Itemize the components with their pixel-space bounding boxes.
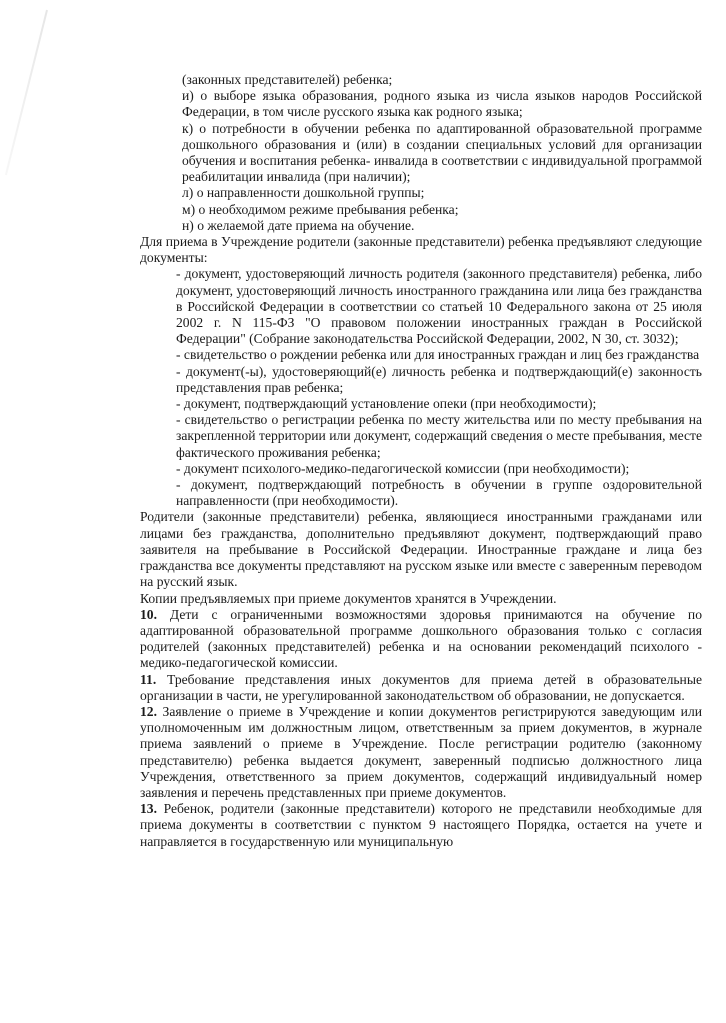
paragraph: к) о потребности в обучении ребенка по адаптированной образовательной программе дошкольного образования и (или) в создании специальных условий для организации обучения и воспитания ребенка- инвалида в соответствии с индивидуальной программой реабилитации инвалида (при наличии); <box>182 120 702 185</box>
clause-10 <box>140 607 702 672</box>
paragraph: л) о направленности дошкольной группы; <box>182 185 425 201</box>
clause-text: Дети с ограниченными возможностями здоровья принимаются на обучение по адаптированной образовательной программе дошкольного образования только с согласия родителей (законных представителей) ребенка и на основании рекомендаций психолого - медико-педагогической комиссии. <box>140 606 702 671</box>
clause-text: Ребенок, родители (законные представители) которого не представили необходимые для приема документы в соответствии с пунктом 9 настоящего Порядка, остается на учете и направляется в государственную или муниципальную <box>140 801 702 849</box>
list-item: - документ, удостоверяющий личность родителя (законного представителя) ребенка, либо документ, удостоверяющий личность иностранного гражданина или лица без гражданства в Российской Федерации в соответствии со статьей 10 Федерального закона от 25 июля 2002 г. N 115-ФЗ "О правовом положении иностранных граждан в Российской Федерации" (Собрание законодательства Российской Федерации, 2002, N 30, ст. 3032); <box>176 266 702 347</box>
list-item: - документ психолого-медико-педагогической комиссии (при необходимости); <box>176 460 630 476</box>
paragraph: м) о необходимом режиме пребывания ребенка; <box>182 201 459 217</box>
clause-11 <box>140 672 702 704</box>
clause-13 <box>140 801 702 850</box>
document-body <box>140 72 702 850</box>
list-item: - документ, подтверждающий потребность в обучении в группе оздоровительной направленности (при необходимости). <box>176 477 702 509</box>
clause-12 <box>140 704 702 801</box>
copies-paragraph: Копии предъявляемых при приеме документов хранятся в Учреждении. <box>140 590 557 606</box>
list-item: - документ, подтверждающий установление опеки (при необходимости); <box>176 396 597 412</box>
list-item: - свидетельство о рождении ребенка или для иностранных граждан и лиц без гражданства <box>176 347 700 363</box>
list-item: - документ(-ы), удостоверяющий(е) личность ребенка и подтверждающий(е) законность представления прав ребенка; <box>176 363 702 395</box>
docs-list <box>140 266 702 509</box>
clause-number: 10. <box>140 606 157 622</box>
paragraph: (законных представителей) ребенка; <box>182 72 393 87</box>
docs-intro: Для приема в Учреждение родители (законные представители) ребенка предъявляют следующие документы: <box>140 234 702 266</box>
clause-text: Требование представления иных документов для приема детей в образовательные организации в части, не урегулированной законодательством об образовании, не допускается. <box>140 671 702 703</box>
clause-number: 13. <box>140 801 157 817</box>
foreign-paragraph: Родители (законные представители) ребенка, являющиеся иностранными гражданами или лицами без гражданства, дополнительно предъявляют документ, подтверждающий право заявителя на пребывание в Российской Федерации. Иностранные граждане и лица без гражданства все документы представляют на русском языке или вместе с заверенным переводом на русский язык. <box>140 509 702 590</box>
list-item: - свидетельство о регистрации ребенка по месту жительства или по месту пребывания на закрепленной территории или документ, содержащий сведения о месте пребывания, месте фактического проживания ребенка; <box>176 412 702 460</box>
scan-artifact <box>5 10 48 175</box>
clause-text: Заявление о приеме в Учреждение и копии документов регистрируются заведующим или уполномоченным им должностным лицом, ответственным за прием документов, в журнале приема заявлений о приеме в Учреждение. После регистрации родителю (законному представителю) ребенка выдается документ, заверенный подписью должностного лица Учреждения, ответственного за прием документов, содержащий индивидуальный номер заявления и перечень представленных при приеме документов. <box>140 703 702 800</box>
paragraph: н) о желаемой дате приема на обучение. <box>182 217 415 233</box>
clause-number: 12. <box>140 703 157 719</box>
paragraph: и) о выборе языка образования, родного языка из числа языков народов Российской Федерации, в том числе русского языка как родного языка; <box>182 88 702 120</box>
clause-number: 11. <box>140 671 157 687</box>
